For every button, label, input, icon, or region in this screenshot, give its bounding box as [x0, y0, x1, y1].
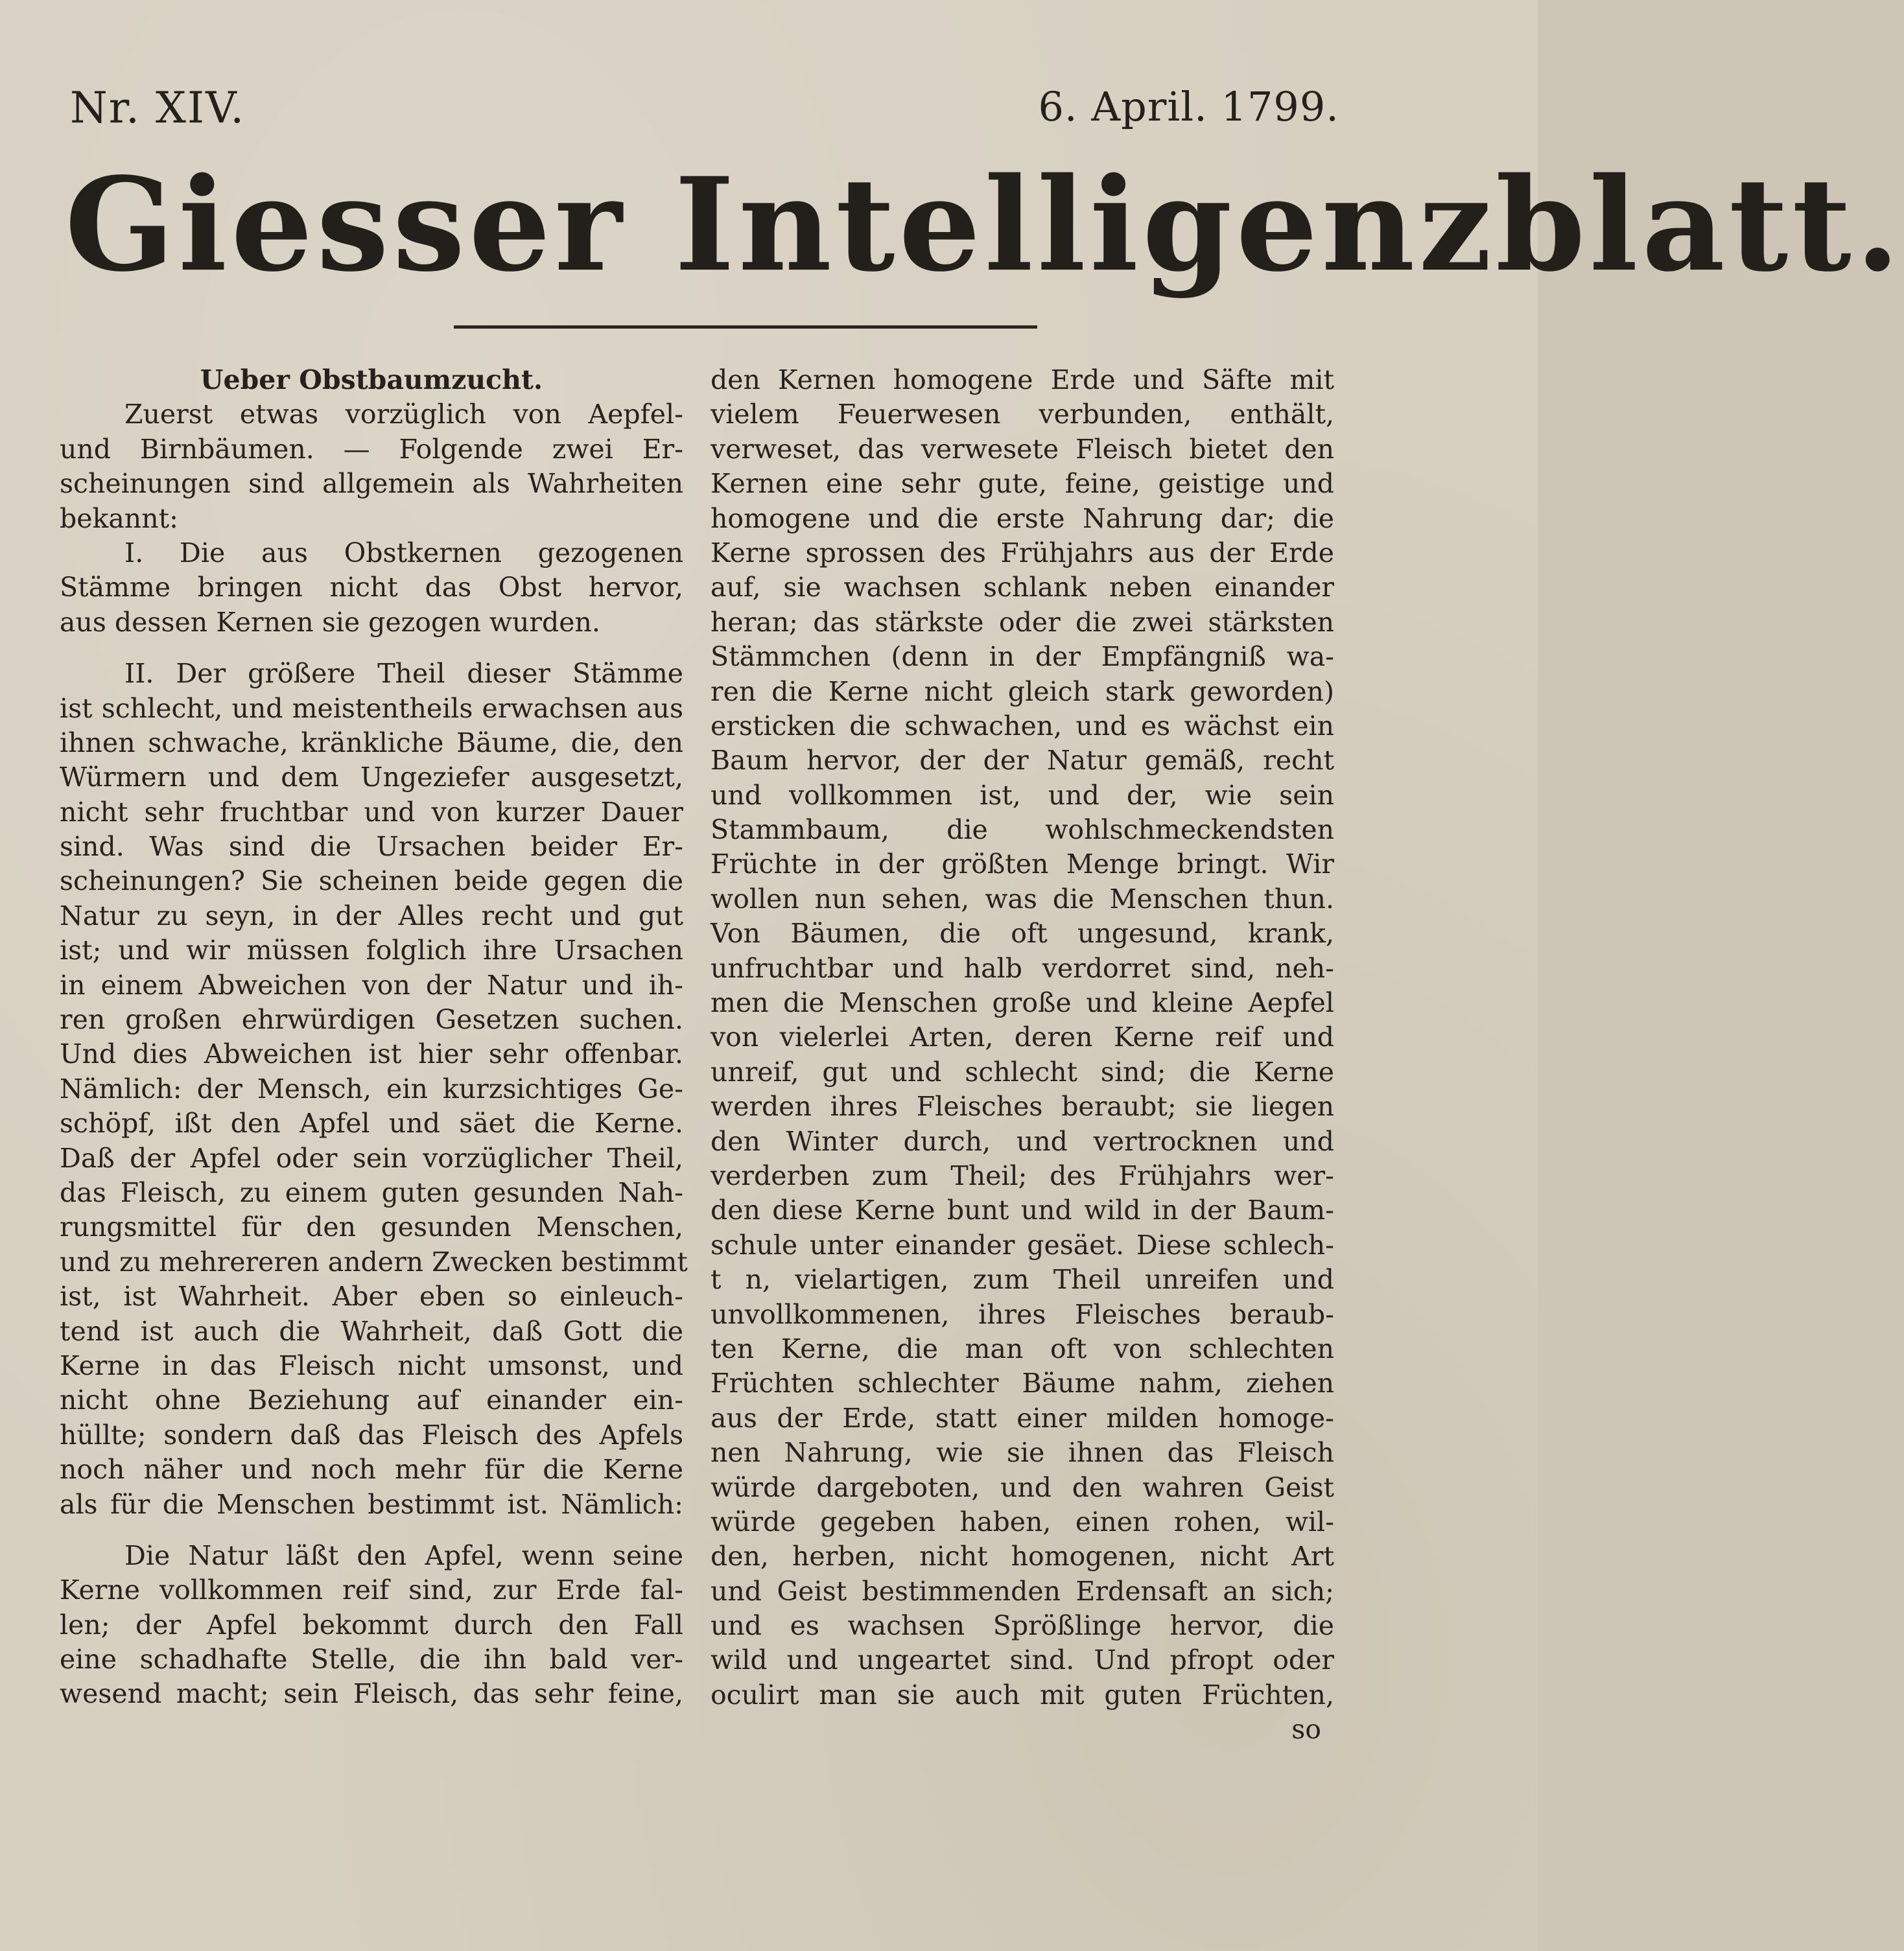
- text-line: würde dargeboten, und den wahren Geist: [711, 1471, 1334, 1503]
- text-line: hüllte; sondern daß das Fleisch des Apfels: [60, 1419, 683, 1451]
- text-line: ten Kerne, die man oft von schlechten: [711, 1333, 1334, 1364]
- catchword: so: [1291, 1714, 1321, 1746]
- text-line: wesend macht; sein Fleisch, das sehr feine,: [60, 1678, 683, 1710]
- text-line: schöpf, ißt den Apfel und säet die Kerne.: [60, 1108, 683, 1139]
- text-line: ren die Kerne nicht gleich stark geworden): [711, 675, 1334, 707]
- text-line: als für die Menschen bestimmt ist. Nämlich:: [60, 1488, 683, 1520]
- text-line: und Birnbäumen. — Folgende zwei Er-: [60, 433, 683, 465]
- text-line: t n, vielartigen, zum Theil unreifen und: [711, 1264, 1334, 1296]
- text-line: II. Der größere Theil dieser Stämme: [124, 658, 683, 690]
- text-line: ihnen schwache, kränkliche Bäume, die, den: [60, 727, 683, 758]
- text-line: Daß der Apfel oder sein vorzüglicher Theil,: [60, 1142, 683, 1174]
- text-line: Früchte in der größten Menge bringt. Wir: [711, 848, 1334, 880]
- right-column: [711, 363, 1334, 1747]
- masthead-title: Giesser Intelligenzblatt.: [65, 149, 1904, 300]
- text-line: bekannt:: [60, 502, 178, 534]
- text-line: würde gegeben haben, einen rohen, wil-: [711, 1506, 1334, 1537]
- text-line: len; der Apfel bekommt durch den Fall: [60, 1609, 683, 1641]
- text-line: ist, ist Wahrheit. Aber eben so einleuch-: [60, 1281, 683, 1313]
- paragraph-gap: [60, 1522, 683, 1539]
- text-line: unfruchtbar und halb verdorret sind, neh-: [711, 952, 1334, 984]
- text-line: auf, sie wachsen schlank neben einander: [711, 572, 1334, 603]
- left-column: [60, 363, 688, 1712]
- text-line: ren großen ehrwürdigen Gesetzen suchen.: [60, 1004, 683, 1036]
- article-title: Ueber Obstbaumzucht.: [200, 364, 543, 395]
- text-line: rungsmittel für den gesunden Menschen,: [60, 1211, 683, 1243]
- text-line: ersticken die schwachen, und es wächst ein: [711, 710, 1334, 742]
- issue-number: Nr. XIV.: [70, 83, 246, 133]
- text-line: vielem Feuerwesen verbunden, enthält,: [711, 399, 1334, 430]
- text-line: Kerne vollkommen reif sind, zur Erde fal-: [60, 1574, 683, 1606]
- text-line: verweset, das verwesete Fleisch bietet den: [711, 433, 1334, 465]
- text-line: Stammbaum, die wohlschmeckendsten: [711, 814, 1334, 846]
- text-line: in einem Abweichen von der Natur und ih-: [60, 969, 683, 1001]
- text-line: aus der Erde, statt einer milden homoge-: [711, 1402, 1334, 1434]
- text-line: aus dessen Kernen sie gezogen wurden.: [60, 606, 600, 638]
- text-line: Von Bäumen, die oft ungesund, krank,: [711, 918, 1334, 950]
- text-line: Natur zu seyn, in der Alles recht und gut: [60, 900, 683, 931]
- text-line: ist schlecht, und meistentheils erwachsen aus: [60, 692, 683, 724]
- text-line: sind. Was sind die Ursachen beider Er-: [60, 831, 683, 863]
- text-line: und zu mehrereren andern Zwecken bestimmt: [60, 1246, 688, 1278]
- text-line: Früchten schlechter Bäume nahm, ziehen: [711, 1368, 1334, 1399]
- text-line: Kernen eine sehr gute, feine, geistige und: [711, 468, 1334, 500]
- text-line: Und dies Abweichen ist hier sehr offenbar.: [60, 1038, 683, 1070]
- issue-date: 6. April. 1799.: [1038, 83, 1339, 130]
- text-line: noch näher und noch mehr für die Kerne: [60, 1454, 683, 1486]
- text-line: I. Die aus Obstkernen gezogenen: [124, 537, 683, 568]
- text-line: Die Natur läßt den Apfel, wenn seine: [124, 1539, 683, 1571]
- text-line: nicht sehr fruchtbar und von kurzer Dauer: [60, 796, 683, 828]
- text-line: von vielerlei Arten, deren Kerne reif und: [711, 1022, 1334, 1053]
- text-line: nicht ohne Beziehung auf einander ein-: [60, 1384, 683, 1416]
- text-line: und es wachsen Sprößlinge hervor, die: [711, 1610, 1334, 1642]
- right-column-text: [711, 363, 1334, 1712]
- paragraph-gap: [60, 640, 683, 657]
- text-line: unvollkommenen, ihres Fleisches beraub-: [711, 1298, 1334, 1330]
- text-line: Baum hervor, der der Natur gemäß, recht: [711, 745, 1334, 777]
- text-line: Stämmchen (denn in der Empfängniß wa-: [711, 641, 1334, 673]
- text-line: Kerne in das Fleisch nicht umsonst, und: [60, 1349, 683, 1381]
- text-line: schule unter einander gesäet. Diese schlech-: [711, 1229, 1334, 1261]
- text-line: den diese Kerne bunt und wild in der Baum-: [711, 1195, 1334, 1226]
- text-line: Würmern und dem Ungeziefer ausgesetzt,: [60, 762, 683, 793]
- text-line: wollen nun sehen, was die Menschen thun.: [711, 883, 1334, 915]
- text-line: verderben zum Theil; des Frühjahrs wer-: [711, 1160, 1334, 1191]
- text-line: Nämlich: der Mensch, ein kurzsichtiges Ge-: [60, 1073, 683, 1104]
- text-line: das Fleisch, zu einem guten gesunden Nah-: [60, 1176, 683, 1208]
- text-line: homogene und die erste Nahrung dar; die: [711, 502, 1334, 534]
- text-line: nen Nahrung, wie sie ihnen das Fleisch: [711, 1437, 1334, 1469]
- text-line: den, herben, nicht homogenen, nicht Art: [711, 1541, 1334, 1572]
- text-line: wild und ungeartet sind. Und pfropt oder: [711, 1644, 1334, 1676]
- text-line: men die Menschen große und kleine Aepfel: [711, 987, 1334, 1019]
- text-line: scheinungen sind allgemein als Wahrheiten: [60, 468, 683, 500]
- text-line: werden ihres Fleisches beraubt; sie liegen: [711, 1091, 1334, 1123]
- text-line: und Geist bestimmenden Erdensaft an sich;: [711, 1575, 1334, 1607]
- text-line: Kerne sprossen des Frühjahrs aus der Erde: [711, 537, 1334, 568]
- text-line: unreif, gut und schlecht sind; die Kerne: [711, 1056, 1334, 1088]
- masthead-rule: [454, 325, 1037, 329]
- text-line: heran; das stärkste oder die zwei stärksten: [711, 606, 1334, 638]
- text-line: tend ist auch die Wahrheit, daß Gott die: [60, 1315, 683, 1347]
- left-column-text: [60, 397, 688, 1711]
- text-line: ist; und wir müssen folglich ihre Ursachen: [60, 935, 683, 966]
- text-line: Stämme bringen nicht das Obst hervor,: [60, 572, 683, 603]
- text-line: Zuerst etwas vorzüglich von Aepfel-: [124, 399, 683, 430]
- text-line: eine schadhafte Stelle, die ihn bald ver-: [60, 1644, 683, 1676]
- text-line: und vollkommen ist, und der, wie sein: [711, 779, 1334, 811]
- text-line: den Kernen homogene Erde und Säfte mit: [711, 364, 1334, 395]
- text-line: oculirt man sie auch mit guten Früchten,: [711, 1679, 1334, 1711]
- text-line: den Winter durch, und vertrocknen und: [711, 1125, 1334, 1157]
- text-line: scheinungen? Sie scheinen beide gegen die: [60, 865, 683, 897]
